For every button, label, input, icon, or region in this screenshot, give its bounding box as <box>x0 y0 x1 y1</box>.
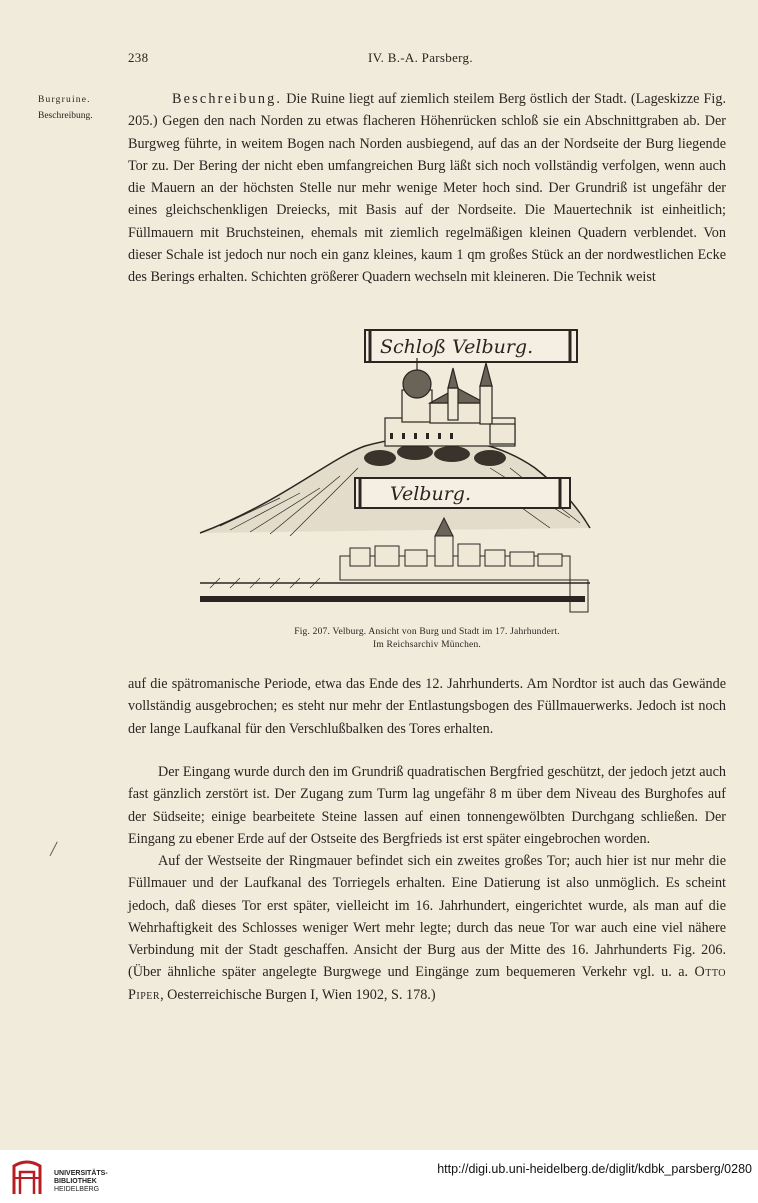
library-name-line-3: HEIDELBERG <box>54 1186 100 1193</box>
library-emblem-icon <box>10 1158 44 1198</box>
paragraph-4-text-b: , Oesterreichische Burgen I, Wien 1902, S. 178.) <box>160 986 436 1003</box>
margin-note-beschreibung: Beschreibung. <box>38 111 93 121</box>
author-name: Otto Piper <box>128 964 726 1003</box>
caption-line-1: Fig. 207. Velburg. Ansicht von Burg und Stadt im 17. Jahrhundert. <box>294 627 560 637</box>
castle-engraving-image <box>190 318 600 623</box>
banner-top-text: Schloß Velburg. <box>380 336 534 358</box>
page-number: 238 <box>128 50 149 65</box>
permalink-url[interactable]: http://digi.ub.uni-heidelberg.de/diglit/kdbk_parsberg/0280 <box>437 1162 752 1176</box>
figure-engraving <box>190 318 600 623</box>
running-title: IV. B.-A. Parsberg. <box>368 50 473 65</box>
margin-note-burgruine: Burgruine. <box>38 95 91 105</box>
library-name <box>54 1170 108 1194</box>
banner-mid-text: Velburg. <box>390 483 471 505</box>
paragraph-1 <box>128 88 726 289</box>
caption-line-2: Im Reichsarchiv München. <box>373 640 481 650</box>
paragraph-4-text-a: Auf der Westseite der Ringmauer befindet sich ein zweites großes Tor; auch hier ist nur mehr die Füllmauer und der Laufkanal des Torriegels erhalten. Eine Datierung ist also unmöglich. Es scheint jedoch, daß dieses Tor erst später, vielleicht im 16. Jahrhundert, eingerichtet wurde, als man auf die Wehrhaftigkeit des Schlosses weniger Wert mehr legte; durch das neue Tor war auch eine viel nähere Verbindung mit der Stadt geschaffen. Ansicht der Burg aus der Mitte des 16. Jahrhunderts Fig. 206. (Über ähnliche später angelegte Burgwege und Eingänge zum bequemeren Verkehr vgl. u. a. <box>128 853 726 981</box>
library-name-line-2: BIBLIOTHEK <box>54 1178 97 1185</box>
paragraph-1-body: Die Ruine liegt auf ziemlich steilem Berg östlich der Stadt. (Lageskizze Fig. 205.) Gegen den nach Norden zu etwas flacheren Höhenrücken schloß sie ein Abschnittgraben ab. Der Burgweg führte, in weitem Bogen nach Norden ausbiegend, auf das an der Nordseite der Burg liegende Tor zu. Der Bering der nicht eben umfangreichen Burg läßt sich noch vollständig verfolgen, wenn auch die Mauern an der höchsten Stelle nur mehr wenige Meter hoch sind. Der Grundriß ist ungefähr der eines gleichschenkligen Dreiecks, mit Basis auf der Nordseite. Die Mauertechnik ist einheitlich; Füllmauern mit Bruchsteinen, ehemals mit ziemlich regelmäßigen kleinen Quadern verblendet. Von dieser Schale ist jedoch nur noch ein ganz kleines, kaum 1 qm großes Stück an der nordwestlichen Ecke des Berings erhalten. Schichten größerer Quadern wechseln mit kleineren. Die Technik weist <box>128 91 726 286</box>
paragraph-2: auf die spätromanische Periode, etwa das Ende des 12. Jahrhunderts. Am Nordtor ist auch das Gewände vollständig ausgebrochen; es steht nur mehr der Entlastungsbogen des Füllmauerwerks. Jedoch ist noch der lange Laufkanal für den Verschlußbalken des Tores erhalten. <box>128 676 726 737</box>
paragraph-3: Der Eingang wurde durch den im Grundriß quadratischen Bergfried geschützt, der jedoch jetzt auch fast gänzlich zerstört ist. Der Zugang zum Turm lag ungefähr 8 m über dem Niveau des Burghofes auf der Südseite; einige bearbeitete Steine lassen auf einen tonnengewölbten Durchgang schließen. Der Eingang zu ebener Erde auf der Ostseite des Bergfrieds ist erst später eingebrochen worden. <box>128 764 726 847</box>
pencil-mark: ╱ <box>50 842 58 856</box>
paragraph-1-lead: Beschreibung. <box>172 91 283 107</box>
digital-library-footer <box>0 1150 758 1203</box>
paragraph-4 <box>128 850 726 1006</box>
library-logo <box>10 1158 110 1198</box>
figure-caption <box>128 626 726 652</box>
library-name-line-1: UNIVERSITÄTS- <box>54 1170 108 1177</box>
